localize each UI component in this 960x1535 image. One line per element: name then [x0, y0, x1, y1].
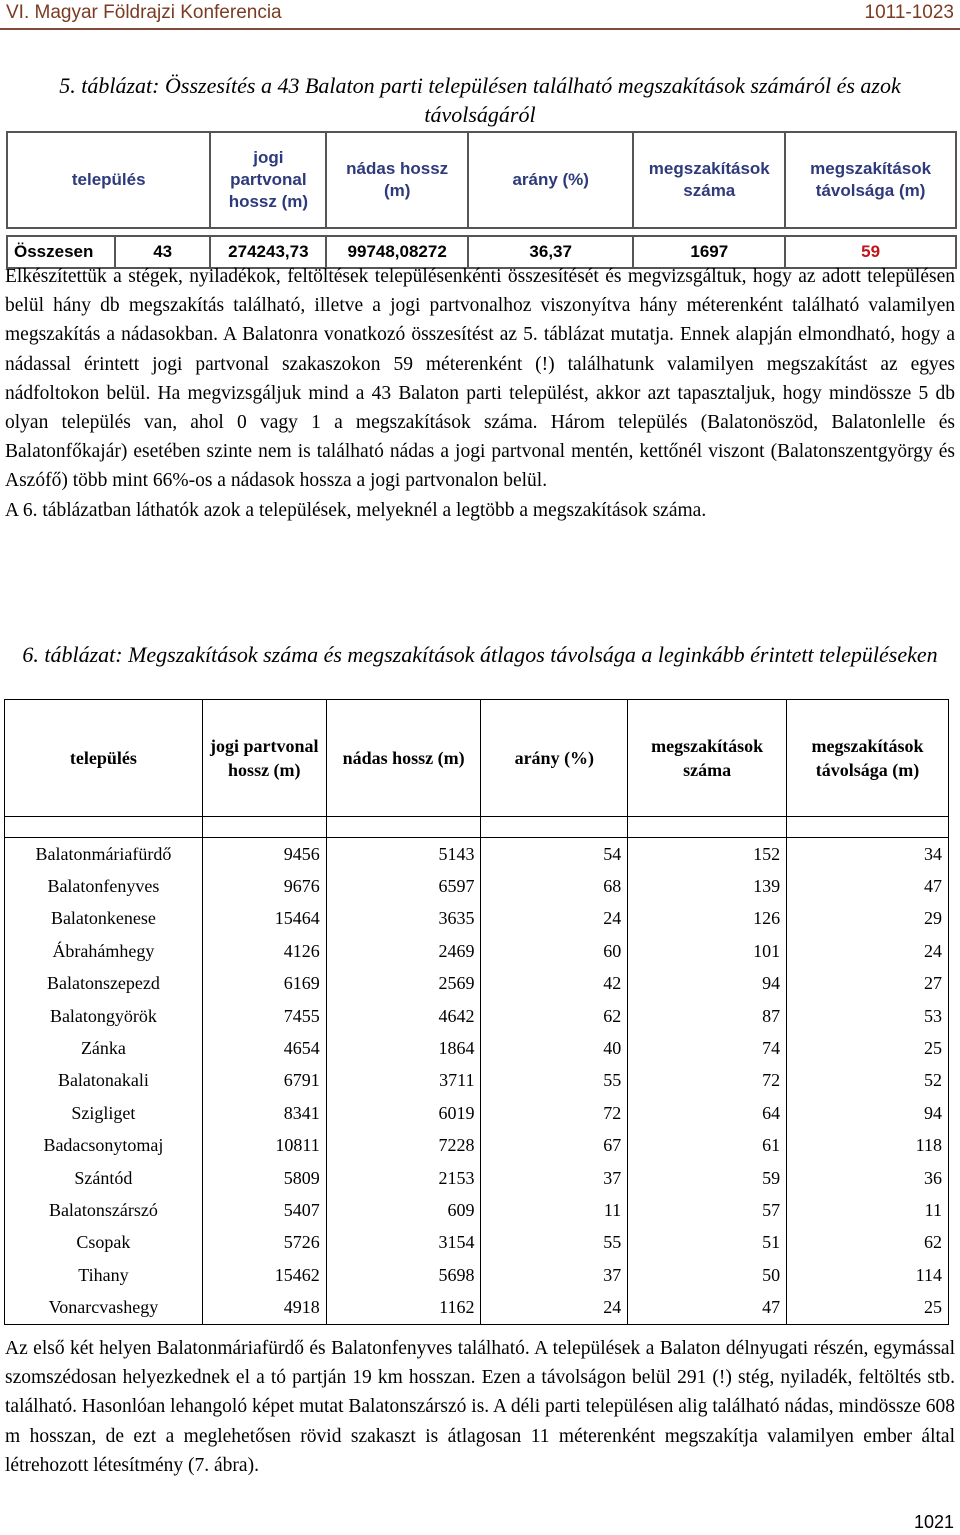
settlement-name-cell: Balatonakali: [5, 1065, 203, 1097]
page-range: 1011-1023: [864, 2, 954, 23]
table6-value-cell: 609: [326, 1194, 481, 1226]
table6-value-cell: 54: [481, 838, 628, 871]
table6-header: arány (%): [481, 700, 628, 817]
table6-spacer-cell: [202, 817, 326, 838]
table6-value-cell: 4642: [326, 1000, 481, 1032]
table6-header: település: [5, 700, 203, 817]
table6-value-cell: 36: [787, 1162, 949, 1194]
table6-value-cell: 72: [628, 1065, 787, 1097]
table6-value-cell: 24: [787, 935, 949, 967]
table6-value-cell: 5726: [202, 1227, 326, 1259]
table5-cell: Összesen: [7, 236, 115, 268]
settlement-name-cell: Balatongyörök: [5, 1000, 203, 1032]
table6-value-cell: 101: [628, 935, 787, 967]
table5-header: jogi partvonal hossz (m): [210, 132, 326, 228]
table6-value-cell: 3635: [326, 903, 481, 935]
table5-header: nádas hossz (m): [326, 132, 468, 228]
table6-value-cell: 51: [628, 1227, 787, 1259]
table-row: [5, 1162, 949, 1194]
table6-value-cell: 11: [481, 1194, 628, 1226]
table5-header: megszakítások száma: [633, 132, 785, 228]
table5-caption: 5. táblázat: Összesítés a 43 Balaton parti településen található megszakítások számáról és azok távolságáról: [59, 73, 901, 127]
table6-value-cell: 5407: [202, 1194, 326, 1226]
table6-spacer-cell: [326, 817, 481, 838]
table-row: [5, 968, 949, 1000]
table-row: [5, 1000, 949, 1032]
page-header: [0, 0, 960, 30]
conference-title: VI. Magyar Földrajzi Konferencia: [6, 2, 282, 23]
table-row: [5, 1194, 949, 1226]
table6-value-cell: 67: [481, 1130, 628, 1162]
table6-value-cell: 118: [787, 1130, 949, 1162]
table6-value-cell: 114: [787, 1259, 949, 1291]
settlement-name-cell: Balatonfenyves: [5, 870, 203, 902]
paragraph-text: Az első két helyen Balatonmáriafürdő és Balatonfenyves található. A települések a Balaton délnyugati részén, egymással szomszédosan helyezkednek el a tó partján 19 km hosszan. Ezen a távolságon belül 291 (!) stég, nyiladék, feltöltés stb. található. Hasonlóan lehangoló képet mutat Balatonszárszó is. A déli parti településen alig található nádas, mindössze 608 m hosszan, de ezt a meglehetősen rövid szakaszt is átlagosan 11 méterenként megszakítja valamilyen ember által létrehozott létesítmény (7. ábra).: [5, 1338, 955, 1476]
table6-caption: 6. táblázat: Megszakítások száma és megszakítások átlagos távolsága a leginkább érintett településeken: [22, 642, 938, 667]
table6-value-cell: 55: [481, 1065, 628, 1097]
table6-value-cell: 62: [481, 1000, 628, 1032]
settlement-name-cell: Balatonmáriafürdő: [5, 838, 203, 871]
table-row: [5, 838, 949, 871]
table6-value-cell: 47: [787, 870, 949, 902]
table6-value-cell: 25: [787, 1032, 949, 1064]
table6-value-cell: 1162: [326, 1291, 481, 1324]
paragraph-text: A 6. táblázatban láthatók azok a települések, melyeknél a legtöbb a megszakítások száma.: [5, 499, 707, 521]
table5-cell: 43: [115, 236, 211, 268]
settlement-name-cell: Zánka: [5, 1032, 203, 1064]
table6-value-cell: 2469: [326, 935, 481, 967]
table5-header: megszakítások távolsága (m): [785, 132, 956, 228]
table6-value-cell: 6597: [326, 870, 481, 902]
table6-value-cell: 4654: [202, 1032, 326, 1064]
table5-cell: 99748,08272: [326, 236, 468, 268]
table5-header: arány (%): [468, 132, 633, 228]
table6-value-cell: 68: [481, 870, 628, 902]
table6-spacer-cell: [481, 817, 628, 838]
table6-header: megszakítások távolsága (m): [787, 700, 949, 817]
table6-value-cell: 24: [481, 903, 628, 935]
table6-value-cell: 59: [628, 1162, 787, 1194]
table6-value-cell: 50: [628, 1259, 787, 1291]
settlement-name-cell: Vonarcvashegy: [5, 1291, 203, 1324]
table5-header-row: [7, 132, 956, 228]
table6-value-cell: 6019: [326, 1097, 481, 1129]
table-row: [5, 1227, 949, 1259]
table5-cell: 274243,73: [210, 236, 326, 268]
table-row: [5, 1259, 949, 1291]
table6-value-cell: 9676: [202, 870, 326, 902]
settlement-name-cell: Szántód: [5, 1162, 203, 1194]
table5-cell: 59: [785, 236, 956, 268]
table6-value-cell: 5809: [202, 1162, 326, 1194]
table6-value-cell: 3711: [326, 1065, 481, 1097]
table6-value-cell: 15464: [202, 903, 326, 935]
table6-header: nádas hossz (m): [326, 700, 481, 817]
table6-value-cell: 2153: [326, 1162, 481, 1194]
table6-value-cell: 7455: [202, 1000, 326, 1032]
paragraph-text: Elkészítettük a stégek, nyiladékok, feltöltések településenkénti összesítését és megvizsgáltuk, hogy az adott településen belül hány db megszakítás található, illetve a jogi partvonalhoz viszonyítva hány méterenként található valamilyen megszakítás a nádasokban. A Balatonra vonatkozó összesítést az 5. táblázat mutatja. Ennek alapján elmondható, hogy a nádassal érintett jogi partvonal szakaszokon 59 méterenként (!) találhatunk valamilyen megszakítást az egyes nádfoltokon belül. Ha megvizsgáljuk mind a 43 Balaton parti települést, akkor azt tapasztaljuk, hogy mindössze 5 db olyan település van, ahol 0 vagy 1 a megszakítások száma. Három település (Balatonöszöd, Balatonlelle és Balatonfőkajár) esetében szinte nem is található nádas a jogi partvonal mentén, kettőnél viszont (Balatonszentgyörgy és Aszófő) több mint 66%-os a nádasok hossza a jogi partvonalon belül.: [5, 266, 955, 492]
table6-value-cell: 61: [628, 1130, 787, 1162]
table6-value-cell: 74: [628, 1032, 787, 1064]
table6-value-cell: 24: [481, 1291, 628, 1324]
page-number: 1021: [913, 1512, 954, 1532]
table6-value-cell: 42: [481, 968, 628, 1000]
table6-value-cell: 11: [787, 1194, 949, 1226]
table6-spacer-cell: [628, 817, 787, 838]
table-row: [5, 903, 949, 935]
table6-value-cell: 6169: [202, 968, 326, 1000]
table-row: [5, 1065, 949, 1097]
table6-header: megszakítások száma: [628, 700, 787, 817]
table6-value-cell: 10811: [202, 1130, 326, 1162]
table6-value-cell: 25: [787, 1291, 949, 1324]
table6-value-cell: 55: [481, 1227, 628, 1259]
table6-value-cell: 40: [481, 1032, 628, 1064]
table6-spacer-cell: [5, 817, 203, 838]
table6-value-cell: 87: [628, 1000, 787, 1032]
settlement-name-cell: Badacsonytomaj: [5, 1130, 203, 1162]
table6-value-cell: 5698: [326, 1259, 481, 1291]
table-row: [5, 935, 949, 967]
table6-spacer-cell: [787, 817, 949, 838]
table6-value-cell: 64: [628, 1097, 787, 1129]
table6-value-cell: 29: [787, 903, 949, 935]
table6-value-cell: 15462: [202, 1259, 326, 1291]
table6-value-cell: 5143: [326, 838, 481, 871]
table-row: [5, 1130, 949, 1162]
table6-header: jogi partvonal hossz (m): [202, 700, 326, 817]
table5-header: település: [7, 132, 210, 228]
paragraph-1: [5, 262, 955, 525]
table5: [6, 131, 957, 269]
table6-value-cell: 8341: [202, 1097, 326, 1129]
table5-cell: 36,37: [468, 236, 633, 268]
table5-cell: 1697: [633, 236, 785, 268]
table6-value-cell: 126: [628, 903, 787, 935]
table6-value-cell: 52: [787, 1065, 949, 1097]
settlement-name-cell: Ábrahámhegy: [5, 935, 203, 967]
table6-value-cell: 62: [787, 1227, 949, 1259]
table-row: [5, 1032, 949, 1064]
table6: [4, 699, 949, 1325]
table-row: [5, 1291, 949, 1324]
paragraph-2: [5, 1334, 955, 1480]
settlement-name-cell: Szigliget: [5, 1097, 203, 1129]
table6-value-cell: 27: [787, 968, 949, 1000]
settlement-name-cell: Csopak: [5, 1227, 203, 1259]
table6-value-cell: 4126: [202, 935, 326, 967]
table6-value-cell: 53: [787, 1000, 949, 1032]
table6-value-cell: 94: [787, 1097, 949, 1129]
table6-value-cell: 6791: [202, 1065, 326, 1097]
table6-value-cell: 37: [481, 1259, 628, 1291]
table6-value-cell: 2569: [326, 968, 481, 1000]
table6-value-cell: 3154: [326, 1227, 481, 1259]
table6-value-cell: 94: [628, 968, 787, 1000]
table6-value-cell: 57: [628, 1194, 787, 1226]
table6-value-cell: 37: [481, 1162, 628, 1194]
settlement-name-cell: Balatonkenese: [5, 903, 203, 935]
settlement-name-cell: Balatonszepezd: [5, 968, 203, 1000]
table6-value-cell: 47: [628, 1291, 787, 1324]
table-row: [5, 870, 949, 902]
settlement-name-cell: Tihany: [5, 1259, 203, 1291]
table6-value-cell: 72: [481, 1097, 628, 1129]
table6-value-cell: 1864: [326, 1032, 481, 1064]
table6-header-row: [5, 700, 949, 817]
settlement-name-cell: Balatonszárszó: [5, 1194, 203, 1226]
table6-value-cell: 4918: [202, 1291, 326, 1324]
table6-value-cell: 152: [628, 838, 787, 871]
table6-value-cell: 7228: [326, 1130, 481, 1162]
table6-value-cell: 34: [787, 838, 949, 871]
table6-value-cell: 139: [628, 870, 787, 902]
table-row: [5, 1097, 949, 1129]
table6-value-cell: 9456: [202, 838, 326, 871]
table6-value-cell: 60: [481, 935, 628, 967]
